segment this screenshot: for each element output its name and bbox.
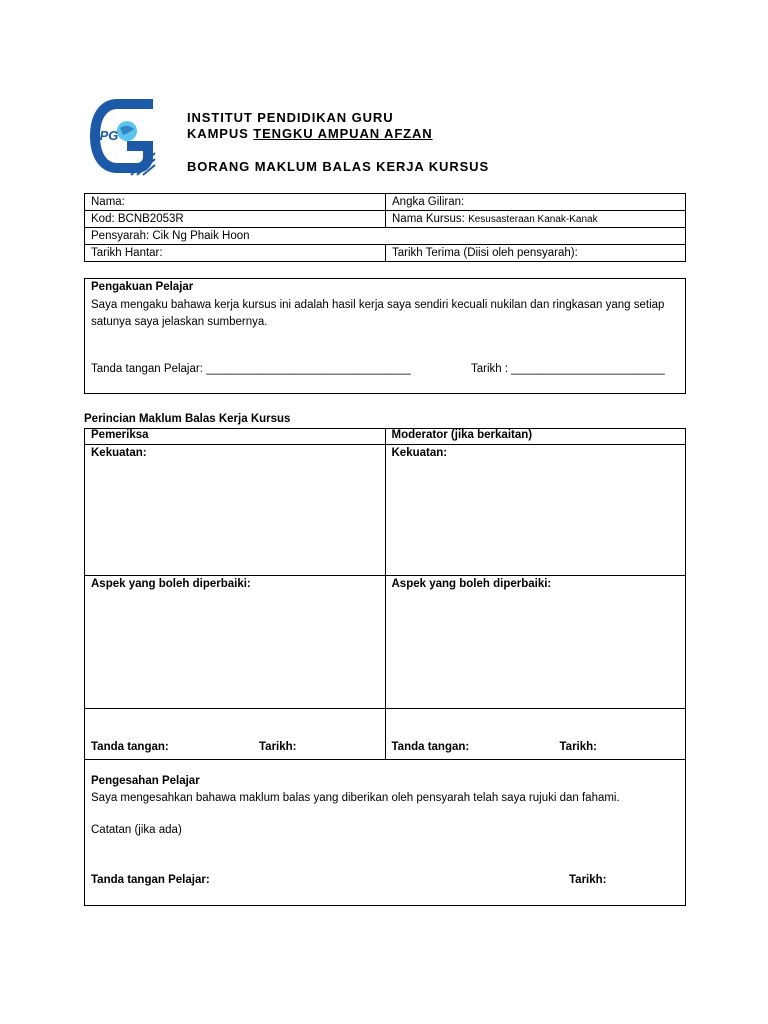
confirmation-text: Saya mengesahkan bahawa maklum balas yang diberikan oleh pensyarah telah saya rujuki dan fahami.	[91, 792, 620, 804]
student-declaration	[84, 278, 686, 394]
feedback-section-title: Perincian Maklum Balas Kerja Kursus	[84, 413, 291, 425]
feedback-table	[84, 428, 686, 760]
examiner-improvement-field[interactable]	[85, 576, 386, 709]
moderator-header: Moderator (jika berkaitan)	[385, 429, 686, 445]
date-label: Tarikh:	[259, 741, 297, 753]
course-name-label: Nama Kursus:	[392, 213, 469, 225]
signature-label: Tanda tangan:	[391, 741, 470, 753]
date-label: Tarikh:	[559, 741, 597, 753]
course-name-value: Kesusasteraan Kanak-Kanak	[468, 214, 598, 225]
ipg-logo	[87, 95, 157, 177]
moderator-strengths-field[interactable]	[385, 445, 686, 576]
student-confirmation	[84, 757, 686, 906]
course-code: Kod: BCNB2053R	[85, 211, 386, 228]
confirmation-date-field[interactable]: Tarikh:	[569, 874, 607, 886]
notes-field[interactable]: Catatan (jika ada)	[91, 824, 182, 836]
campus-line	[187, 126, 433, 141]
declaration-signature-field[interactable]: Tanda tangan Pelajar: ________________________________	[91, 363, 411, 375]
student-info-table	[84, 193, 686, 262]
moderator-signature-cell[interactable]	[385, 709, 686, 760]
name-field[interactable]: Nama:	[85, 194, 386, 211]
logo-lettering: iPG	[96, 128, 119, 143]
form-title: BORANG MAKLUM BALAS KERJA KURSUS	[187, 159, 490, 174]
confirmation-signature-field[interactable]: Tanda tangan Pelajar:	[91, 874, 210, 886]
index-number-field[interactable]: Angka Giliran:	[386, 194, 686, 211]
signature-label: Tanda tangan:	[91, 741, 169, 753]
strengths-label: Kekuatan:	[91, 447, 147, 459]
improvement-label: Aspek yang boleh diperbaiki:	[91, 578, 251, 590]
course-name	[386, 211, 686, 228]
campus-name: TENGKU AMPUAN AFZAN	[253, 126, 433, 141]
declaration-text: Saya mengaku bahawa kerja kursus ini adalah hasil kerja saya sendiri kecuali nukilan dan ringkasan yang setiap satunya saya jelaskan sumbernya.	[91, 299, 665, 328]
submission-date-field[interactable]: Tarikh Hantar:	[85, 245, 386, 262]
lecturer: Pensyarah: Cik Ng Phaik Hoon	[85, 228, 686, 245]
moderator-improvement-field[interactable]	[385, 576, 686, 709]
examiner-header: Pemeriksa	[85, 429, 386, 445]
received-date-field[interactable]: Tarikh Terima (Diisi oleh pensyarah):	[386, 245, 686, 262]
strengths-label: Kekuatan:	[391, 447, 448, 459]
declaration-date-field[interactable]: Tarikh : ________________________	[471, 363, 665, 375]
examiner-strengths-field[interactable]	[85, 445, 386, 576]
examiner-signature-cell[interactable]	[85, 709, 386, 760]
institute-name: INSTITUT PENDIDIKAN GURU	[187, 110, 394, 125]
campus-prefix: KAMPUS	[187, 126, 254, 141]
confirmation-title: Pengesahan Pelajar	[91, 775, 200, 787]
declaration-title: Pengakuan Pelajar	[91, 281, 194, 293]
improvement-label: Aspek yang boleh diperbaiki:	[391, 578, 552, 590]
